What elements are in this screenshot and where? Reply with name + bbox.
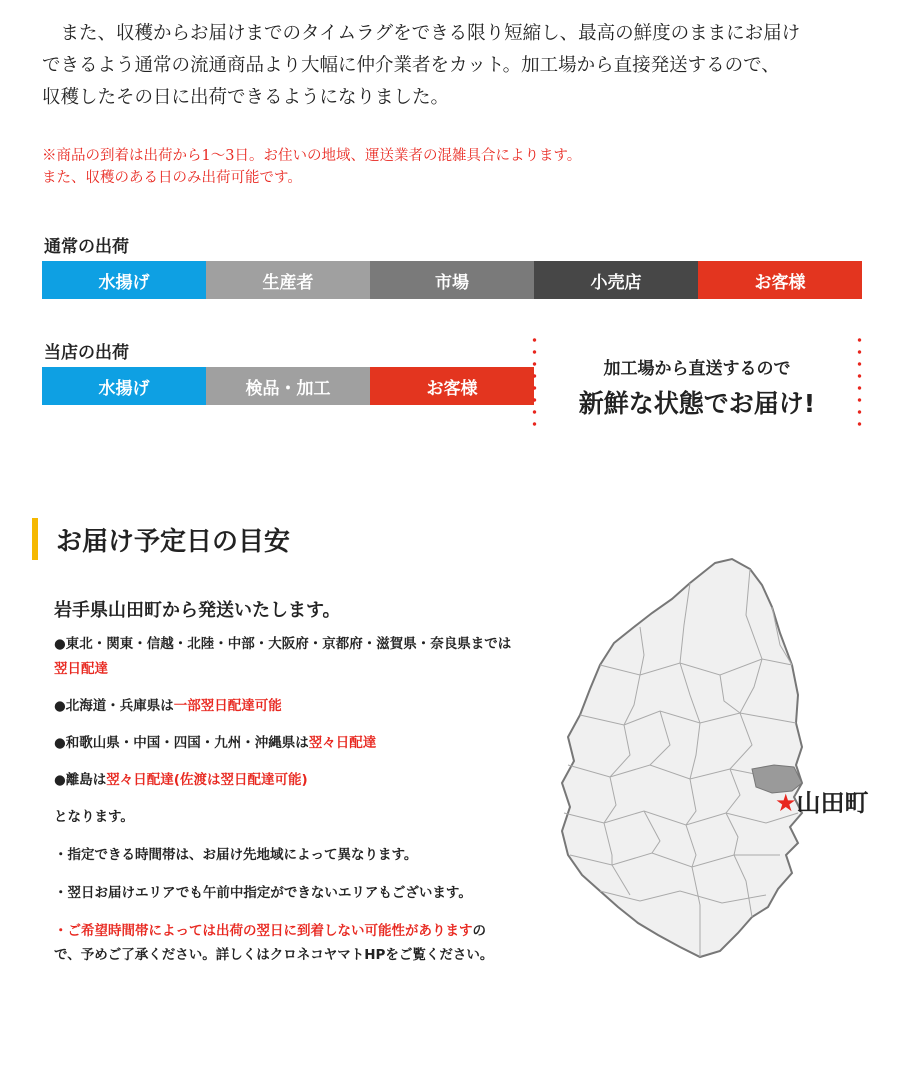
- note-time-slots: ・指定できる時間帯は、お届け先地域によって異なります。: [54, 847, 418, 863]
- town-name: 山田町: [796, 789, 869, 817]
- callout-line-1: 加工場から直送するので: [603, 359, 791, 379]
- delivery-item-4: [54, 768, 554, 793]
- normal-flow-bar: [42, 261, 862, 299]
- note-line-2: また、収穫のある日のみ出荷可能です。: [42, 170, 302, 186]
- section-title: お届け予定日の目安: [56, 526, 291, 557]
- delivery-item-1: [54, 632, 554, 682]
- item-3-text: ●和歌山県・中国・四国・九州・沖縄県は: [54, 735, 309, 751]
- our-flow-title: 当店の出荷: [44, 343, 129, 363]
- iwate-outline: [562, 559, 802, 957]
- delivery-item-3: [54, 731, 554, 756]
- ship-from-lead: 岩手県山田町から発送いたします。: [54, 600, 341, 621]
- heading-accent-bar: [32, 518, 38, 560]
- yamada-town-label: [775, 783, 869, 818]
- iwate-map: [540, 555, 900, 975]
- item-4-text: ●離島は: [54, 772, 107, 788]
- item-2-text: ●北海道・兵庫県は: [54, 698, 174, 714]
- normal-step: 水揚げ: [42, 261, 206, 299]
- item-4-red: 翌々日配達(佐渡は翌日配達可能): [106, 772, 308, 788]
- normal-flow-title: 通常の出荷: [44, 237, 129, 257]
- note-arrival: [54, 919, 554, 967]
- note-arrival-rest: で、予めご了承ください。詳しくはクロネコヤマトHPをご覧ください。: [54, 947, 494, 963]
- intro-line-1: また、収穫からお届けまでのタイムラグをできる限り短縮し、最高の鮮度のままにお届け: [60, 23, 801, 44]
- delivery-info: [54, 596, 554, 967]
- intro-line-3: 収穫したその日に出荷できるようになりました。: [42, 87, 450, 108]
- delivery-schedule-heading: [32, 518, 290, 560]
- callout-line-2: 新鮮な状態でお届け!: [578, 389, 816, 418]
- closing-text: となります。: [54, 809, 134, 825]
- delivery-item-2: [54, 694, 554, 719]
- note-arrival-red: ・ご希望時間帯によっては出荷の翌日に到着しない可能性があります: [54, 923, 473, 939]
- note-morning: ・翌日お届けエリアでも午前中指定ができないエリアもございます。: [54, 885, 472, 901]
- direct-shipping-callout: [532, 334, 862, 430]
- our-step: 水揚げ: [42, 367, 206, 405]
- our-step: 検品・加工: [206, 367, 370, 405]
- normal-step: 生産者: [206, 261, 370, 299]
- shipping-notes: [42, 145, 862, 189]
- normal-step: 小売店: [534, 261, 698, 299]
- our-flow-bar: [42, 367, 534, 405]
- item-3-red: 翌々日配達: [308, 735, 377, 751]
- intro-line-2: できるよう通常の流通商品より大幅に仲介業者をカット。加工場から直接発送するので、: [42, 55, 780, 76]
- normal-step: お客様: [698, 261, 862, 299]
- our-step: お客様: [370, 367, 534, 405]
- star-marker-icon: ★: [775, 789, 797, 817]
- intro-paragraph: [42, 18, 862, 114]
- item-1-red: 翌日配達: [54, 661, 108, 677]
- normal-step: 市場: [370, 261, 534, 299]
- note-line-1: ※商品の到着は出荷から1〜3日。お住いの地域、運送業者の混雑具合によります。: [42, 148, 582, 164]
- item-1-text: ●東北・関東・信越・北陸・中部・大阪府・京都府・滋賀県・奈良県までは: [54, 636, 512, 652]
- note-arrival-tail: の: [472, 923, 486, 939]
- item-2-red: 一部翌日配達可能: [173, 698, 282, 714]
